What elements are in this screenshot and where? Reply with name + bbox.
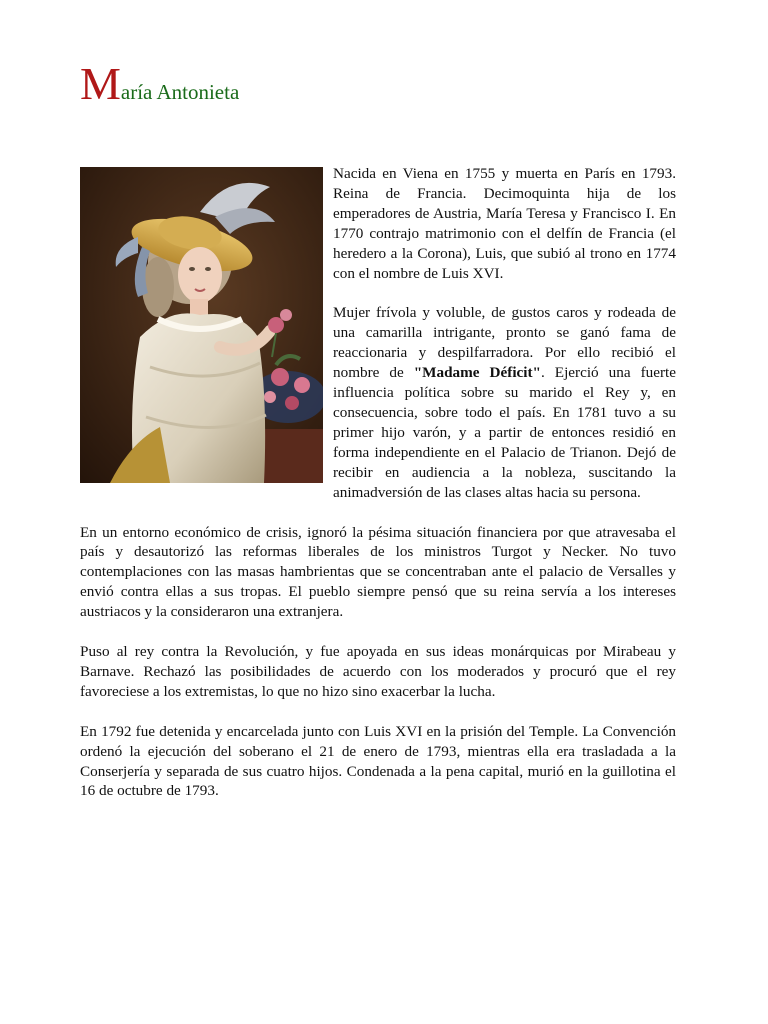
paragraph-4: Puso al rey contra la Revolución, y fue apoyada en sus ideas monárquicas por Mirabeau y Barnave. Rechazó las posibilidades de acuerdo con los moderados y procuró que el rey favoreciese a los extremistas, lo que no hizo sino exacerbar la lucha. [80,643,676,700]
page-title [80,58,676,110]
article-body [80,164,676,801]
title-initial: M [80,58,121,109]
paragraph-1: Nacida en Viena en 1755 y muerta en París en 1793. Reina de Francia. Decimoquinta hija de los emperadores de Austria, María Teresa y Francisco I. En 1770 contrajo matrimonio con el delfín de Francia (el heredero a la Corona), Luis, que subió al trono en 1774 con el nombre de Luis XVI. [333,165,676,282]
paragraph-3: En un entorno económico de crisis, ignoró la pésima situación financiera por que atravesaba el país y desautorizó las reformas liberales de los ministros Turgot y Necker. No tuvo contemplaciones con las masas hambrientas que se concentraban ante el palacio de Versalles y envió contra ellas a sus tropas. El pueblo siempre pensó que su reina servía a los intereses austriacos y la consideraron una extranjera. [80,523,676,621]
paragraph-5: En 1792 fue detenida y encarcelada junto con Luis XVI en la prisión del Temple. La Convención ordenó la ejecución del soberano el 21 de enero de 1793, mientras ella era trasladada a la Conserjería y separada de sus cuatro hijos. Condenada a la pena capital, murió en la guillotina el 16 de octubre de 1793. [80,722,676,800]
madame-deficit-emphasis: "Madame Déficit" [413,364,541,382]
paragraph-2-lead: Mujer frívola y voluble, de gustos caros y rodeada de una camarilla intrigante, pronto se ganó fama de reaccionaria y despilfarradora. Por ello recibió el nombre de [333,304,676,382]
title-rest: aría Antonieta [120,80,240,104]
document-page [80,58,676,821]
paragraph-2-tail: . Ejerció una fuerte influencia política sobre su marido el Rey y, en consecuencia, sobre todo el país. En 1781 tuvo a su primer hijo varón, y a partir de entonces residió en forma independiente en el Palacio de Trianon. Dejó de recibir en audiencia a la nobleza, suscitando la animadversión de las clases altas hacia su persona. [333,364,676,501]
portrait-painting [80,167,323,483]
portrait-image [80,167,323,483]
